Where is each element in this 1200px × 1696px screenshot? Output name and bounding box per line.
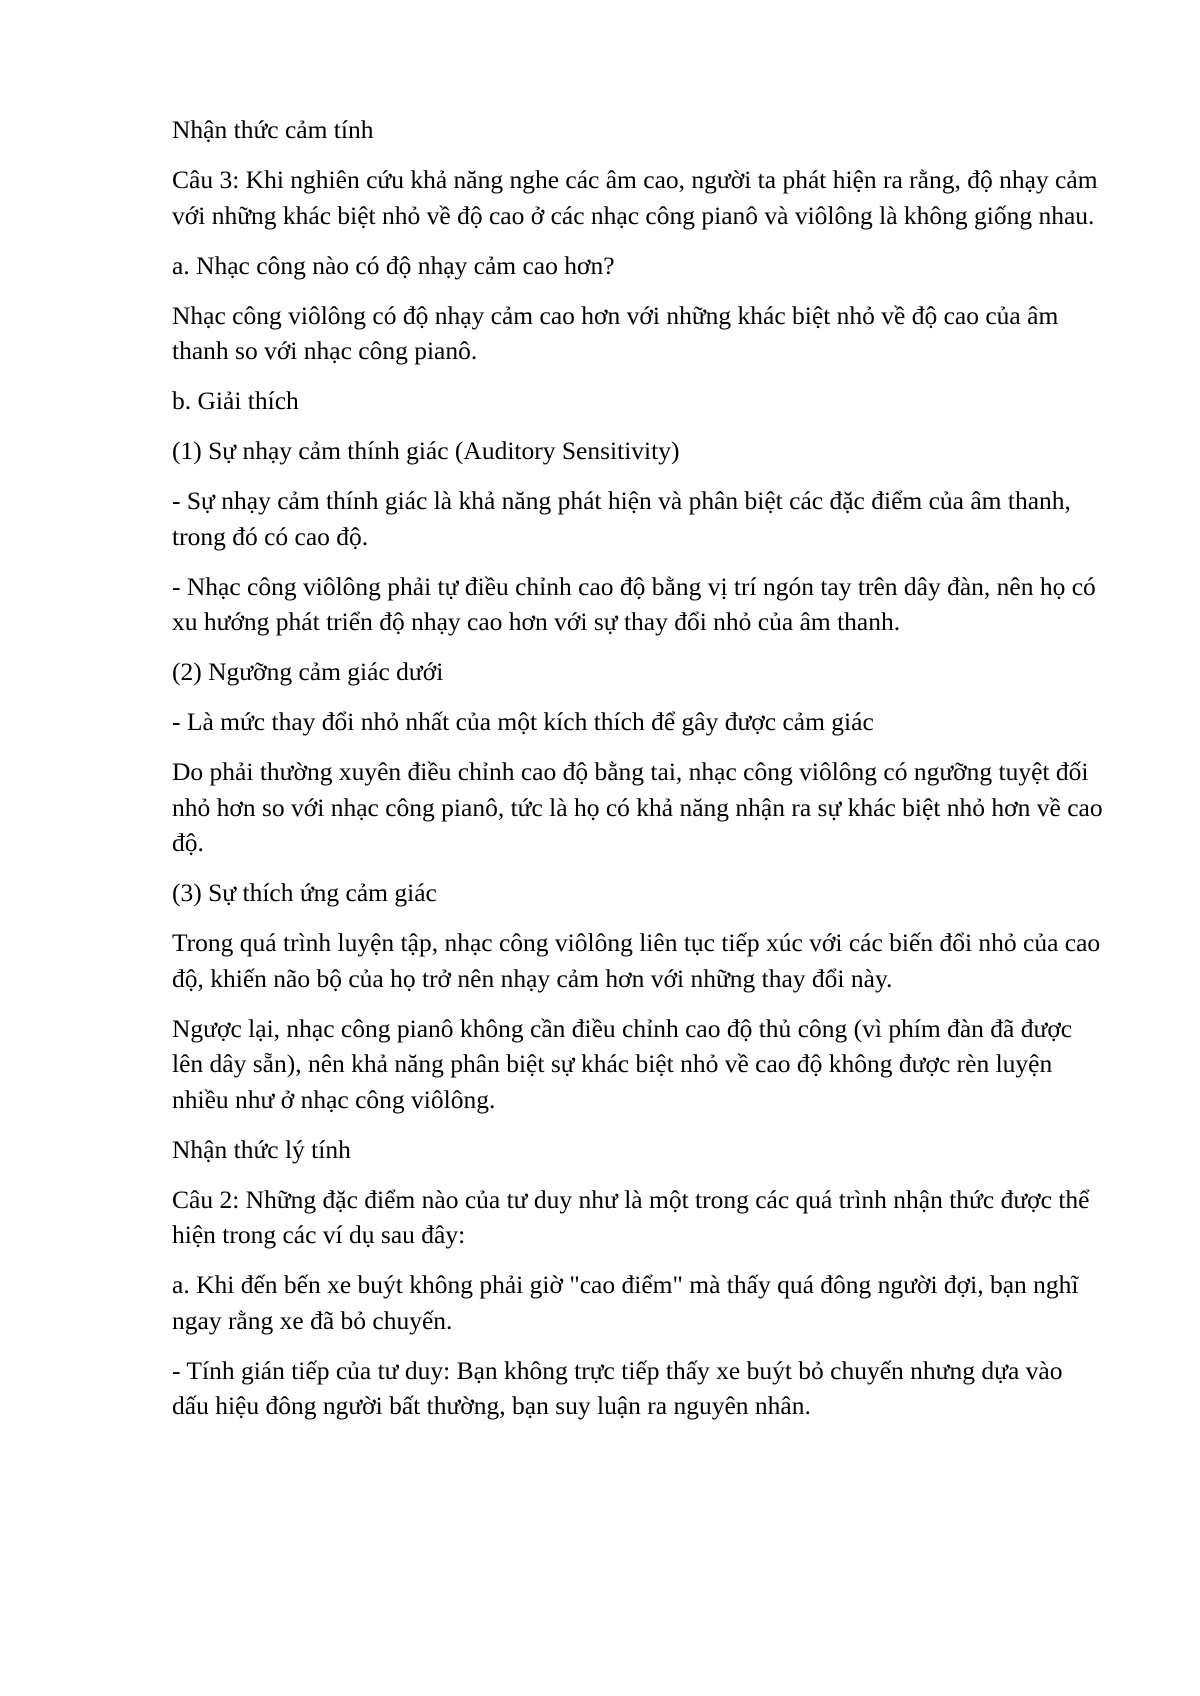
section-heading-perceptual-cognition: Nhận thức cảm tính bbox=[172, 115, 374, 144]
point-1-heading: (1) Sự nhạy cảm thính giác (Auditory Sensitivity) bbox=[172, 436, 680, 465]
point-1-definition: - Sự nhạy cảm thính giác là khả năng phát hiện và phân biệt các đặc điểm của âm thanh, trong đó có cao độ. bbox=[172, 486, 1071, 551]
question-3a-answer: Nhạc công viôlông có độ nhạy cảm cao hơn với những khác biệt nhỏ về độ cao của âm thanh so với nhạc công pianô. bbox=[172, 300, 1059, 365]
point-2-explanation: Do phải thường xuyên điều chỉnh cao độ bằng tai, nhạc công viôlông có ngưỡng tuyệt đối nhỏ hơn so với nhạc công pianô, tức là họ có khả năng nhận ra sự khác biệt nhỏ hơn về cao độ. bbox=[172, 757, 1103, 857]
question-3-text: Câu 3: Khi nghiên cứu khả năng nghe các âm cao, người ta phát hiện ra rằng, độ nhạy cảm với những khác biệt nhỏ về độ cao ở các nhạc công pianô và viôlông là không giống nhau. bbox=[172, 165, 1098, 230]
question-2a-answer: - Tính gián tiếp của tư duy: Bạn không trực tiếp thấy xe buýt bỏ chuyến nhưng dựa vào dấu hiệu đông người bất thường, bạn suy luận ra nguyên nhân. bbox=[172, 1355, 1063, 1420]
point-2-definition: - Là mức thay đổi nhỏ nhất của một kích thích để gây được cảm giác bbox=[172, 707, 874, 736]
section-heading-rational-cognition: Nhận thức lý tính bbox=[172, 1134, 351, 1164]
question-3b-heading: b. Giải thích bbox=[172, 386, 299, 415]
question-3a-prompt: a. Nhạc công nào có độ nhạy cảm cao hơn? bbox=[172, 250, 615, 280]
point-3-heading: (3) Sự thích ứng cảm giác bbox=[172, 878, 437, 907]
point-3-contrast: Ngược lại, nhạc công pianô không cần điều chỉnh cao độ thủ công (vì phím đàn đã được lên dây sẵn), nên khả năng phân biệt sự khác biệt nhỏ về cao độ không được rèn luyện nhiều như ở nhạc công viôlông. bbox=[172, 1013, 1073, 1114]
document-body bbox=[172, 112, 1104, 1438]
question-2a-prompt: a. Khi đến bến xe buýt không phải giờ "cao điểm" mà thấy quá đông người đợi, bạn nghĩ ngay rằng xe đã bỏ chuyến. bbox=[172, 1270, 1079, 1335]
point-3-explanation: Trong quá trình luyện tập, nhạc công viôlông liên tục tiếp xúc với các biến đổi nhỏ của cao độ, khiến não bộ của họ trở nên nhạy cảm hơn với những thay đổi này. bbox=[172, 928, 1101, 993]
point-2-heading: (2) Ngưỡng cảm giác dưới bbox=[172, 657, 444, 686]
point-1-explanation: - Nhạc công viôlông phải tự điều chỉnh cao độ bằng vị trí ngón tay trên dây đàn, nên họ có xu hướng phát triển độ nhạy cao hơn với sự thay đổi nhỏ của âm thanh. bbox=[172, 571, 1096, 636]
question-2-text: Câu 2: Những đặc điểm nào của tư duy như là một trong các quá trình nhận thức được thể hiện trong các ví dụ sau đây: bbox=[172, 1184, 1090, 1249]
